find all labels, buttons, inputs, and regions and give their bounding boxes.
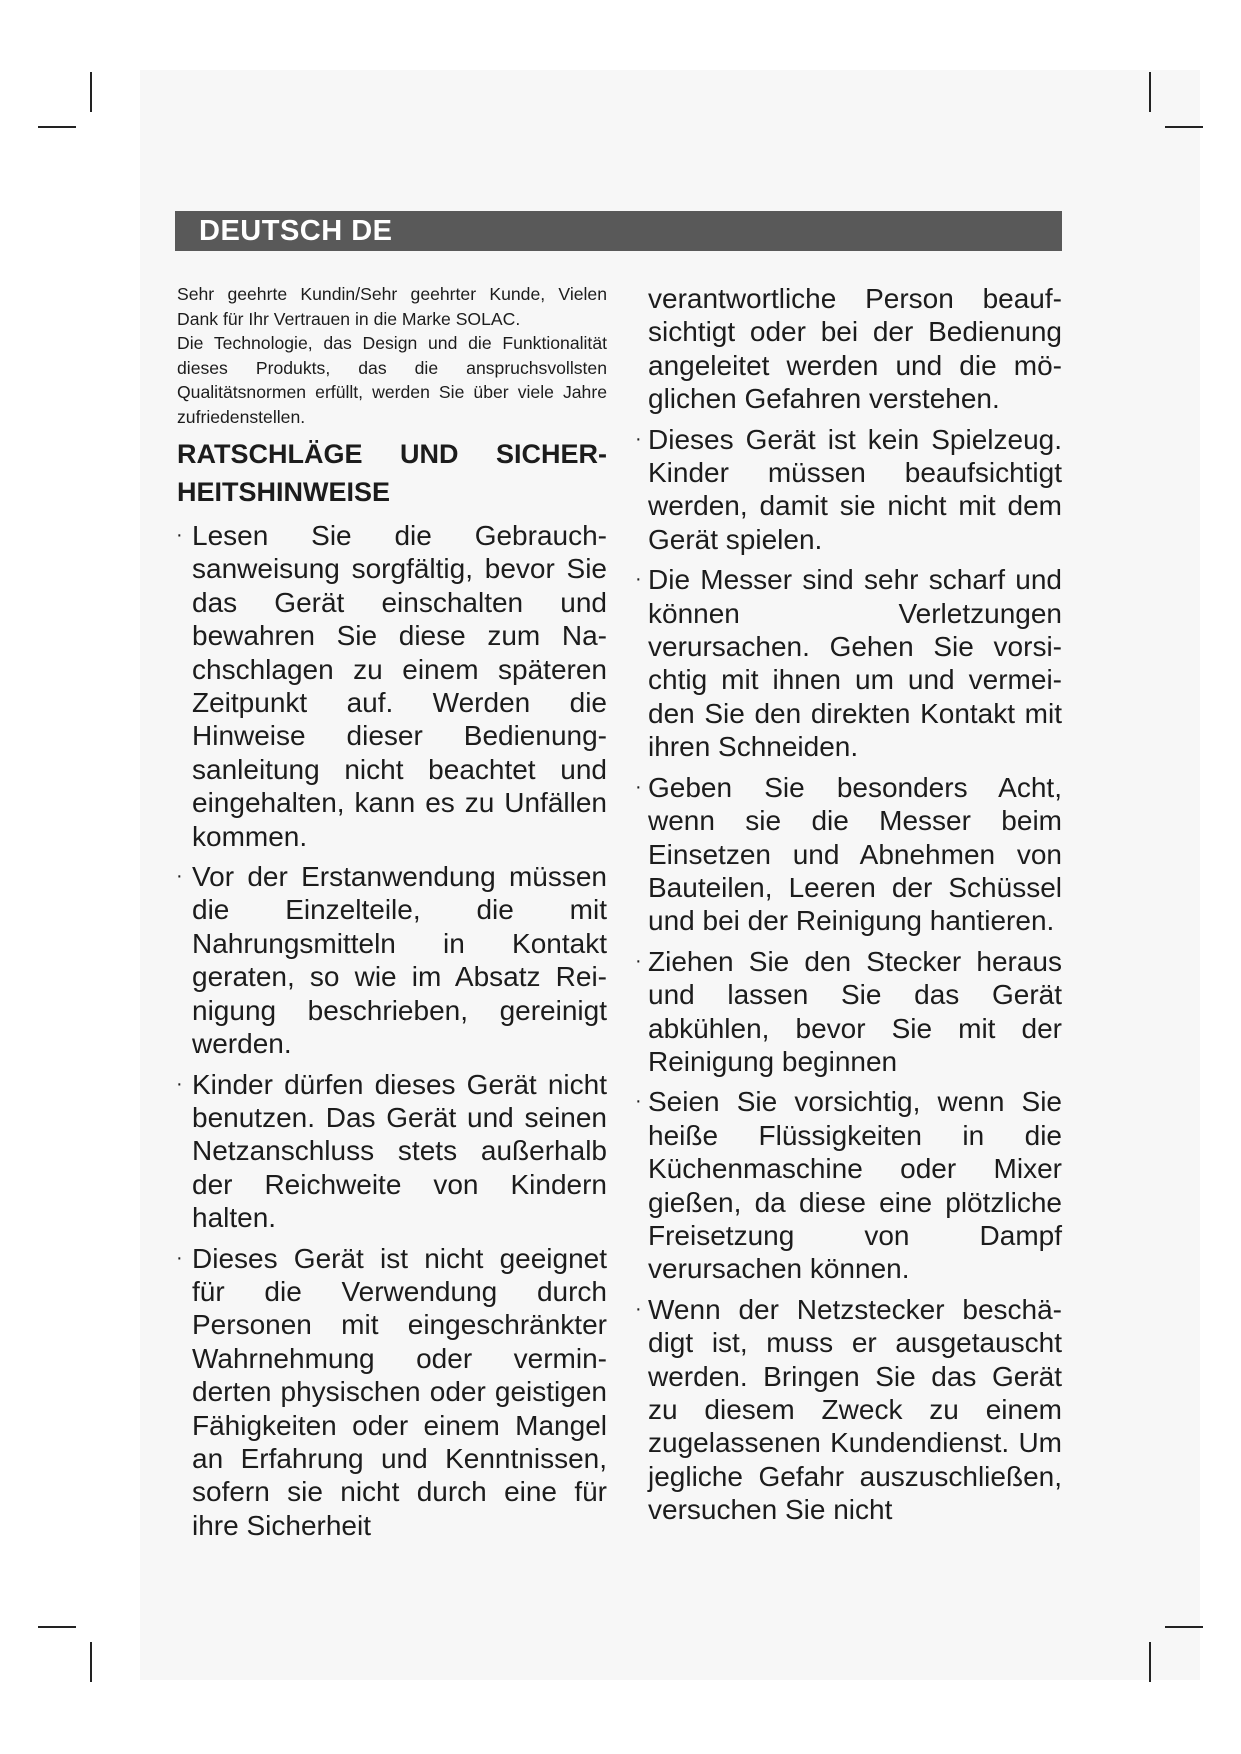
safety-list-left (177, 519, 607, 1542)
safety-list-right (635, 423, 1062, 1527)
crop-mark-bottom-left-vertical (90, 1642, 92, 1682)
safety-item: · Wenn der Netzstecker beschädigt ist, muss er ausgetauscht werden. Bringen Sie das Gerät zu diesem Zweck zu einem zugelassenen Kundendienst. Um jegliche Gefahr auszuschließen, versuchen Sie nicht (635, 1293, 1062, 1526)
continued-text: verantwortliche Person beaufsichtigt oder bei der Bedienung angeleitet werden und die möglichen Gefahren verstehen. (648, 283, 1062, 415)
bullet-icon: · (176, 1246, 183, 1269)
bullet-icon: · (635, 427, 642, 450)
bullet-icon: · (635, 775, 642, 798)
crop-mark-bottom-left-horizontal (38, 1626, 76, 1628)
safety-item: · Ziehen Sie den Stecker heraus und lassen Sie das Gerät abkühlen, bevor Sie mit der Reinigung beginnen (635, 945, 1062, 1077)
crop-mark-bottom-right-vertical (1149, 1642, 1151, 1682)
safety-item: · Geben Sie besonders Acht, wenn sie die Messer beim Einsetzen und Abnehmen von Bauteilen, Leeren der Schüssel und bei der Reinigung hantieren. (635, 771, 1062, 937)
crop-mark-top-right-horizontal (1165, 126, 1203, 128)
bullet-icon: · (635, 568, 642, 591)
bullet-icon: · (176, 524, 183, 546)
crop-mark-bottom-right-horizontal (1165, 1626, 1203, 1628)
safety-item: · Dieses Gerät ist kein Spielzeug. Kinder müssen beaufsichtigt werden, damit sie nicht mit dem Gerät spielen. (635, 423, 1062, 555)
intro-greeting: Sehr geehrte Kundin/Sehr geehrter Kunde, Vielen Dank für Ihr Vertrauen in die Marke SOLAC. (177, 284, 607, 329)
right-column (635, 282, 1062, 1534)
safety-item: · Lesen Sie die Gebrauchsanweisung sorgfältig, bevor Sie das Gerät einschalten und bewahren Sie diese zum Nachschlagen zu einem späteren Zeitpunkt auf. Werden die Hinweise dieser Bedienungsanleitung nicht beachtet und eingehalten, kann es zu Unfällen kommen. (176, 520, 607, 852)
language-header: DEUTSCH DE (175, 211, 1062, 251)
safety-item: · Seien Sie vorsichtig, wenn Sie heiße Flüssigkeiten in die Küchenmaschine oder Mixer gießen, da diese eine plötzliche Freisetzung von Dampf verursachen können. (635, 1086, 1062, 1285)
bullet-icon: · (635, 949, 642, 972)
bullet-icon: · (176, 865, 183, 888)
safety-item: · Vor der Erstanwendung müssen die Einzelteile, die mit Nahrungsmitteln in Kontakt geraten, so wie im Absatz Reinigung beschrieben, gereinigt werden. (176, 861, 607, 1060)
crop-mark-top-left-vertical (90, 72, 92, 112)
crop-mark-top-right-vertical (1149, 72, 1151, 112)
bullet-icon: · (176, 1072, 183, 1095)
section-heading: RATSCHLÄGE UND SICHERHEITSHINWEISE (177, 439, 607, 507)
intro-text (177, 282, 607, 429)
safety-item: · Die Messer sind sehr scharf und können Verletzungen verursachen. Gehen Sie vorsichtig mit ihnen um und vermeiden Sie den direkten Kontakt mit ihren Schneiden. (635, 564, 1062, 763)
safety-item: · Kinder dürfen dieses Gerät nicht benutzen. Das Gerät und seinen Netzanschluss stets außerhalb der Reichweite von Kindern halten. (176, 1068, 607, 1234)
intro-description: Die Technologie, das Design und die Funktionalität dieses Produkts, das die anspruchsvollsten Qualitätsnormen erfüllt, werden Sie über viele Jahre zufriedenstellen. (177, 333, 607, 427)
left-column (177, 282, 607, 1549)
safety-item: · Dieses Gerät ist nicht geeignet für die Verwendung durch Personen mit eingeschränkter Wahrnehmung oder verminderten physischen oder geistigen Fähigkeiten oder einem Mangel an Erfahrung und Kenntnissen, sofern sie nicht durch eine für ihre Sicherheit (176, 1242, 607, 1541)
crop-mark-top-left-horizontal (38, 126, 76, 128)
bullet-icon: · (635, 1090, 642, 1113)
bullet-icon: · (635, 1297, 642, 1320)
